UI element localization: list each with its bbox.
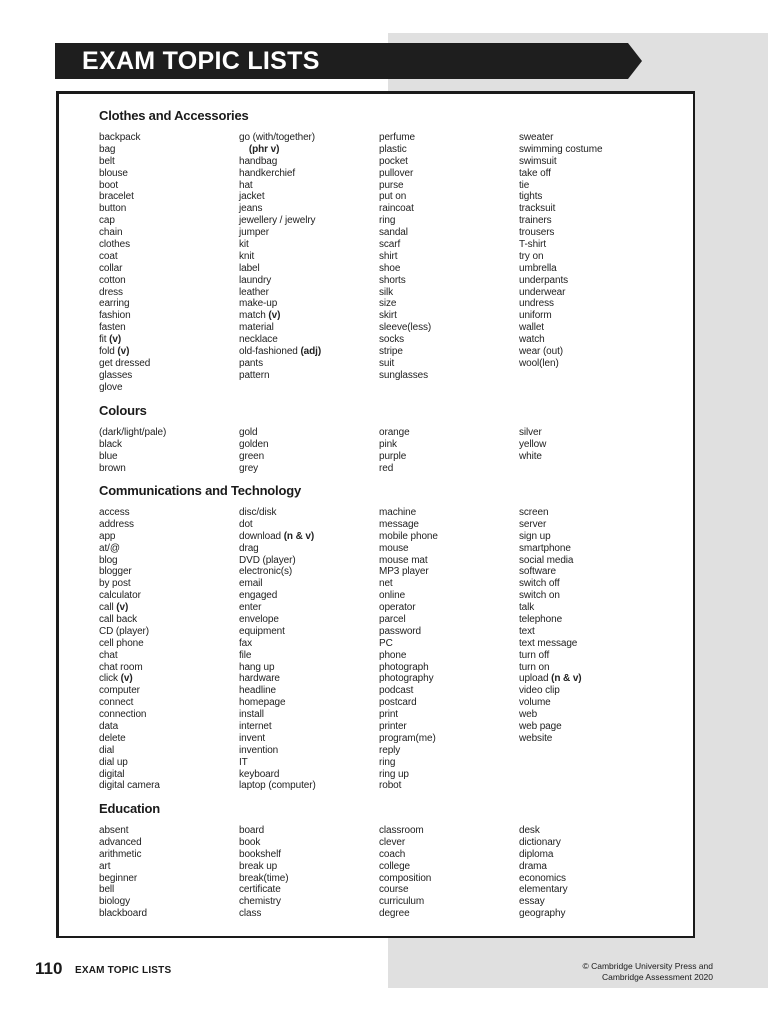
word-item: blogger [99,566,132,578]
word-item: dot [239,518,253,530]
word-column [99,507,234,792]
word-item: undress [519,298,554,310]
word-item: drama [519,860,547,872]
word-item: get dressed [99,357,151,369]
word-item: curriculum [379,896,425,908]
word-item: trainers [519,215,552,227]
word-item: desk [519,825,540,836]
word-item: sweater [519,132,554,143]
word-item: data [99,721,119,733]
word-item: upload (n & v) [519,673,582,685]
word-item: bookshelf [239,848,281,860]
word-item: server [519,518,547,530]
word-item: handkerchief [239,167,296,179]
word-item: coach [379,848,406,860]
word-item: DVD (player) [239,554,296,566]
word-item: pullover [379,167,414,179]
word-item: watch [519,334,545,346]
word-item: robot [379,780,402,792]
word-item: break(time) [239,872,289,884]
footer-label: EXAM TOPIC LISTS [75,965,172,976]
word-item: clever [379,836,406,848]
word-item: tie [519,179,530,191]
word-item: skirt [379,310,397,322]
word-item: belt [99,155,115,167]
word-item: take off [519,167,551,179]
word-item: message [379,518,419,530]
word-item: blouse [99,167,128,179]
word-item: wool(len) [519,357,559,369]
word-item: backpack [99,132,141,143]
word-item: bell [99,884,115,896]
word-item: necklace [239,334,278,346]
word-column [519,507,654,745]
copyright-notice [582,961,713,983]
word-item: absent [99,825,129,836]
word-item: raincoat [379,203,414,215]
word-item: website [519,732,553,744]
word-item: classroom [379,825,424,836]
word-item: shorts [379,274,406,286]
word-item: social media [519,554,574,566]
word-item: delete [99,732,126,744]
word-item: software [519,566,556,578]
word-item: (phr v) [248,143,280,155]
word-item: bracelet [99,191,134,203]
word-item: green [239,450,265,462]
word-item: knit [239,250,255,262]
word-item: perfume [379,132,415,143]
word-item: black [99,438,122,450]
word-item: postcard [379,697,417,709]
word-item: text message [519,637,578,649]
word-item: invention [239,744,279,756]
word-item: glasses [99,369,133,381]
word-item: dial [99,744,115,756]
word-item: tracksuit [519,203,556,215]
word-item: fashion [99,310,131,322]
word-item: headline [239,685,277,697]
word-item: photograph [379,661,429,673]
word-item: pink [379,438,397,450]
word-item: sandal [379,227,408,239]
word-item: electronic(s) [239,566,293,578]
word-column [239,507,374,792]
word-item: button [99,203,127,215]
word-item: app [99,530,116,542]
word-item: podcast [379,685,414,697]
page-title: EXAM TOPIC LISTS [82,47,320,75]
word-item: certificate [239,884,281,896]
word-item: coat [99,250,118,262]
word-item: net [379,578,393,590]
word-item: homepage [239,697,286,709]
word-item: blog [99,554,118,566]
word-item: silver [519,427,542,438]
word-item: computer [99,685,140,697]
word-item: handbag [239,155,278,167]
word-item: jacket [239,191,265,203]
word-item: tights [519,191,543,203]
word-item: arithmetic [99,848,142,860]
word-item: shirt [379,250,398,262]
word-item: stripe [379,346,403,358]
word-item: size [379,298,397,310]
word-item: parcel [379,614,406,626]
word-item: glove [99,381,123,393]
word-item: fasten [99,322,126,334]
word-item: ring [379,215,396,227]
word-item: access [99,507,130,518]
word-item: degree [379,908,410,920]
word-item: underwear [519,286,566,298]
word-item: reply [379,744,401,756]
word-item: label [239,262,260,274]
word-item: uniform [519,310,552,322]
word-item: download (n & v) [239,530,315,542]
word-item: advanced [99,836,142,848]
word-item: keyboard [239,768,280,780]
word-item: jewellery / jewelry [239,215,316,227]
word-item: orange [379,427,410,438]
word-item: blue [99,450,118,462]
word-item: put on [379,191,407,203]
word-column [519,825,654,920]
word-item: volume [519,697,551,709]
word-item: purse [379,179,404,191]
word-item: white [519,450,542,462]
word-item: at/@ [99,542,120,554]
page-number: 110 [35,959,63,978]
word-item: boot [99,179,119,191]
word-item: clothes [99,239,130,251]
word-item: hat [239,179,253,191]
word-item: blackboard [99,908,147,920]
word-item: chain [99,227,123,239]
word-column [379,825,514,920]
word-item: trousers [519,227,555,239]
word-item: swimming costume [519,143,603,155]
word-item: shoe [379,262,401,274]
word-item: laptop (computer) [239,780,316,792]
section-education [99,800,659,920]
word-column [519,132,654,370]
word-item: phone [379,649,407,661]
word-item: suit [379,357,395,369]
word-item: T-shirt [519,239,547,251]
word-item: elementary [519,884,568,896]
word-item: equipment [239,625,285,637]
word-item: MP3 player [379,566,429,578]
word-item: print [379,709,398,721]
word-column [239,825,374,920]
word-item: try on [519,250,544,262]
word-item: screen [519,507,549,518]
word-item: file [239,649,252,661]
word-item: chat room [99,661,143,673]
word-item: web page [519,721,562,733]
word-column [99,427,234,475]
word-column [519,427,654,463]
word-item: make-up [239,298,278,310]
word-item: PC [379,637,393,649]
word-item: turn off [519,649,550,661]
word-item: online [379,590,406,602]
word-item: underpants [519,274,569,286]
word-item: pants [239,357,263,369]
word-item: CD (player) [99,625,150,637]
word-item: call back [99,614,138,626]
word-item: red [379,462,394,474]
word-item: laundry [239,274,272,286]
word-item: plastic [379,143,407,155]
section-title: Clothes and Accessories [99,108,249,123]
word-item: earring [99,298,130,310]
word-item: yellow [519,438,547,450]
word-item: go (with/together) [239,132,316,143]
word-item: hardware [239,673,280,685]
word-item: match (v) [239,310,281,322]
word-item: sunglasses [379,369,429,381]
word-item: chat [99,649,118,661]
word-item: wear (out) [519,346,564,358]
word-item: disc/disk [239,507,277,518]
word-item: cap [99,215,115,227]
copyright-line-2: Cambridge Assessment 2020 [601,972,713,982]
word-item: wallet [519,322,544,334]
word-item: drag [239,542,259,554]
word-item: gold [239,427,258,438]
word-item: IT [239,756,248,768]
word-item: umbrella [519,262,557,274]
word-item: talk [519,602,535,614]
word-item: fit (v) [99,334,122,346]
word-item: video clip [519,685,560,697]
word-item: jumper [239,227,269,239]
word-item: ring [379,756,396,768]
word-column [239,132,374,382]
word-item: invent [239,732,266,744]
word-item: fold (v) [99,346,130,358]
word-item: essay [519,896,545,908]
word-item: scarf [379,239,401,251]
word-item: install [239,709,264,721]
word-item: password [379,625,421,637]
word-item: address [99,518,134,530]
word-column [379,507,514,792]
word-item: dial up [99,756,128,768]
word-item: machine [379,507,417,518]
word-item: smartphone [519,542,571,554]
word-item: book [239,836,261,848]
word-item: pocket [379,155,408,167]
word-item: printer [379,721,407,733]
word-item: purple [379,450,407,462]
section-title: Colours [99,403,147,418]
word-item: brown [99,462,126,474]
word-item: silk [379,286,394,298]
word-item: switch on [519,590,560,602]
word-item: board [239,825,265,836]
word-item: pattern [239,369,270,381]
word-item: turn on [519,661,550,673]
word-item: college [379,860,410,872]
section-colours [99,402,659,474]
word-item: geography [519,908,566,920]
section-title: Education [99,801,161,816]
word-item: economics [519,872,566,884]
word-item: envelope [239,614,279,626]
word-item: calculator [99,590,141,602]
word-item: mouse mat [379,554,428,566]
word-item: click (v) [99,673,133,685]
word-item: golden [239,438,269,450]
word-item: photography [379,673,434,685]
word-column [99,132,234,394]
section-communications-and-technology [99,482,659,792]
word-item: kit [239,239,249,251]
word-item: course [379,884,409,896]
word-item: text [519,625,535,637]
word-item: chemistry [239,896,281,908]
word-item: art [99,860,111,872]
word-item: operator [379,602,416,614]
word-item: internet [239,721,272,733]
word-item: class [239,908,262,920]
word-item: material [239,322,274,334]
word-item: break up [239,860,278,872]
word-item: mouse [379,542,409,554]
word-item: beginner [99,872,138,884]
word-item: connection [99,709,147,721]
word-item: old-fashioned (adj) [239,346,322,358]
word-item: by post [99,578,131,590]
word-item: fax [239,637,253,649]
word-item: sleeve(less) [379,322,432,334]
word-item: email [239,578,263,590]
copyright-line-1: © Cambridge University Press and [582,961,713,971]
word-column [239,427,374,475]
word-item: swimsuit [519,155,557,167]
word-item: dress [99,286,123,298]
word-item: socks [379,334,405,346]
word-column [379,132,514,382]
word-item: digital camera [99,780,160,792]
word-item: connect [99,697,134,709]
word-item: digital [99,768,125,780]
word-item: switch off [519,578,560,590]
word-item: biology [99,896,130,908]
word-item: hang up [239,661,275,673]
word-item: enter [239,602,262,614]
word-item: sign up [519,530,551,542]
word-item: diploma [519,848,554,860]
word-item: composition [379,872,432,884]
word-item: ring up [379,768,409,780]
word-item: cell phone [99,637,144,649]
word-column [379,427,514,475]
section-clothes-and-accessories [99,107,659,393]
word-item: telephone [519,614,563,626]
word-item: grey [239,462,259,474]
word-item: bag [99,143,116,155]
word-item: mobile phone [379,530,438,542]
word-item: program(me) [379,732,436,744]
section-title: Communications and Technology [99,483,301,498]
word-item: leather [239,286,269,298]
word-item: cotton [99,274,126,286]
word-item: dictionary [519,836,561,848]
word-item: engaged [239,590,278,602]
word-item: jeans [239,203,263,215]
word-item: web [519,709,538,721]
word-item: (dark/light/pale) [99,427,167,438]
word-item: collar [99,262,123,274]
word-item: call (v) [99,602,129,614]
word-column [99,825,234,920]
